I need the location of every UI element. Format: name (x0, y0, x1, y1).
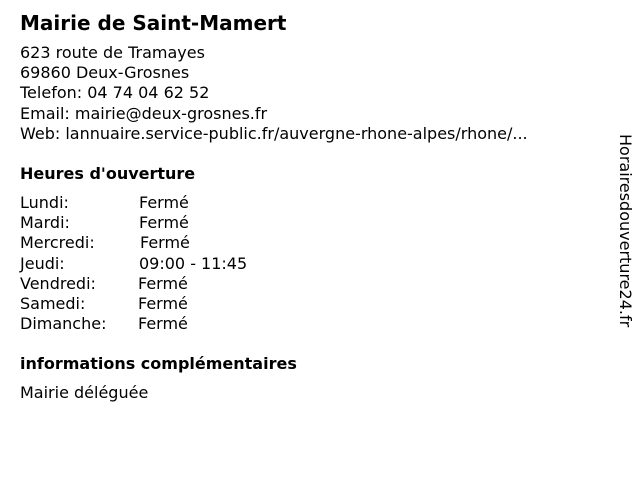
day-label: Samedi: (20, 293, 86, 313)
address-city: 69860 Deux-Grosnes (20, 63, 190, 83)
time-value: Fermé (138, 273, 188, 293)
watermark-text: Horairesdouverture24.fr (616, 134, 635, 328)
time-value: Fermé (140, 233, 190, 253)
time-value: Fermé (139, 213, 189, 233)
email-line: Email: mairie@deux-grosnes.fr (20, 103, 268, 123)
time-value: Fermé (138, 293, 188, 313)
day-label: Mercredi: (20, 233, 95, 253)
web-line: Web: lannuaire.service-public.fr/auvergne-rhone-alpes/rhone/... (20, 123, 528, 143)
address-block (20, 43, 528, 144)
day-label: Jeudi: (20, 253, 65, 273)
opening-hours-heading: Heures d'ouverture (20, 164, 196, 183)
phone-line: Telefon: 04 74 04 62 52 (20, 83, 210, 103)
time-value: Fermé (138, 314, 188, 334)
time-value: 09:00 - 11:45 (139, 253, 248, 273)
address-street: 623 route de Tramayes (20, 43, 205, 62)
additional-info-text: Mairie déléguée (20, 383, 149, 402)
day-label: Dimanche: (20, 314, 107, 334)
additional-info-heading: informations complémentaires (20, 354, 297, 373)
day-label: Vendredi: (20, 273, 96, 293)
watermark (615, 134, 635, 348)
time-value: Fermé (139, 193, 189, 212)
page-title: Mairie de Saint-Mamert (20, 11, 287, 35)
day-label: Lundi: (20, 193, 69, 212)
day-label: Mardi: (20, 213, 70, 233)
